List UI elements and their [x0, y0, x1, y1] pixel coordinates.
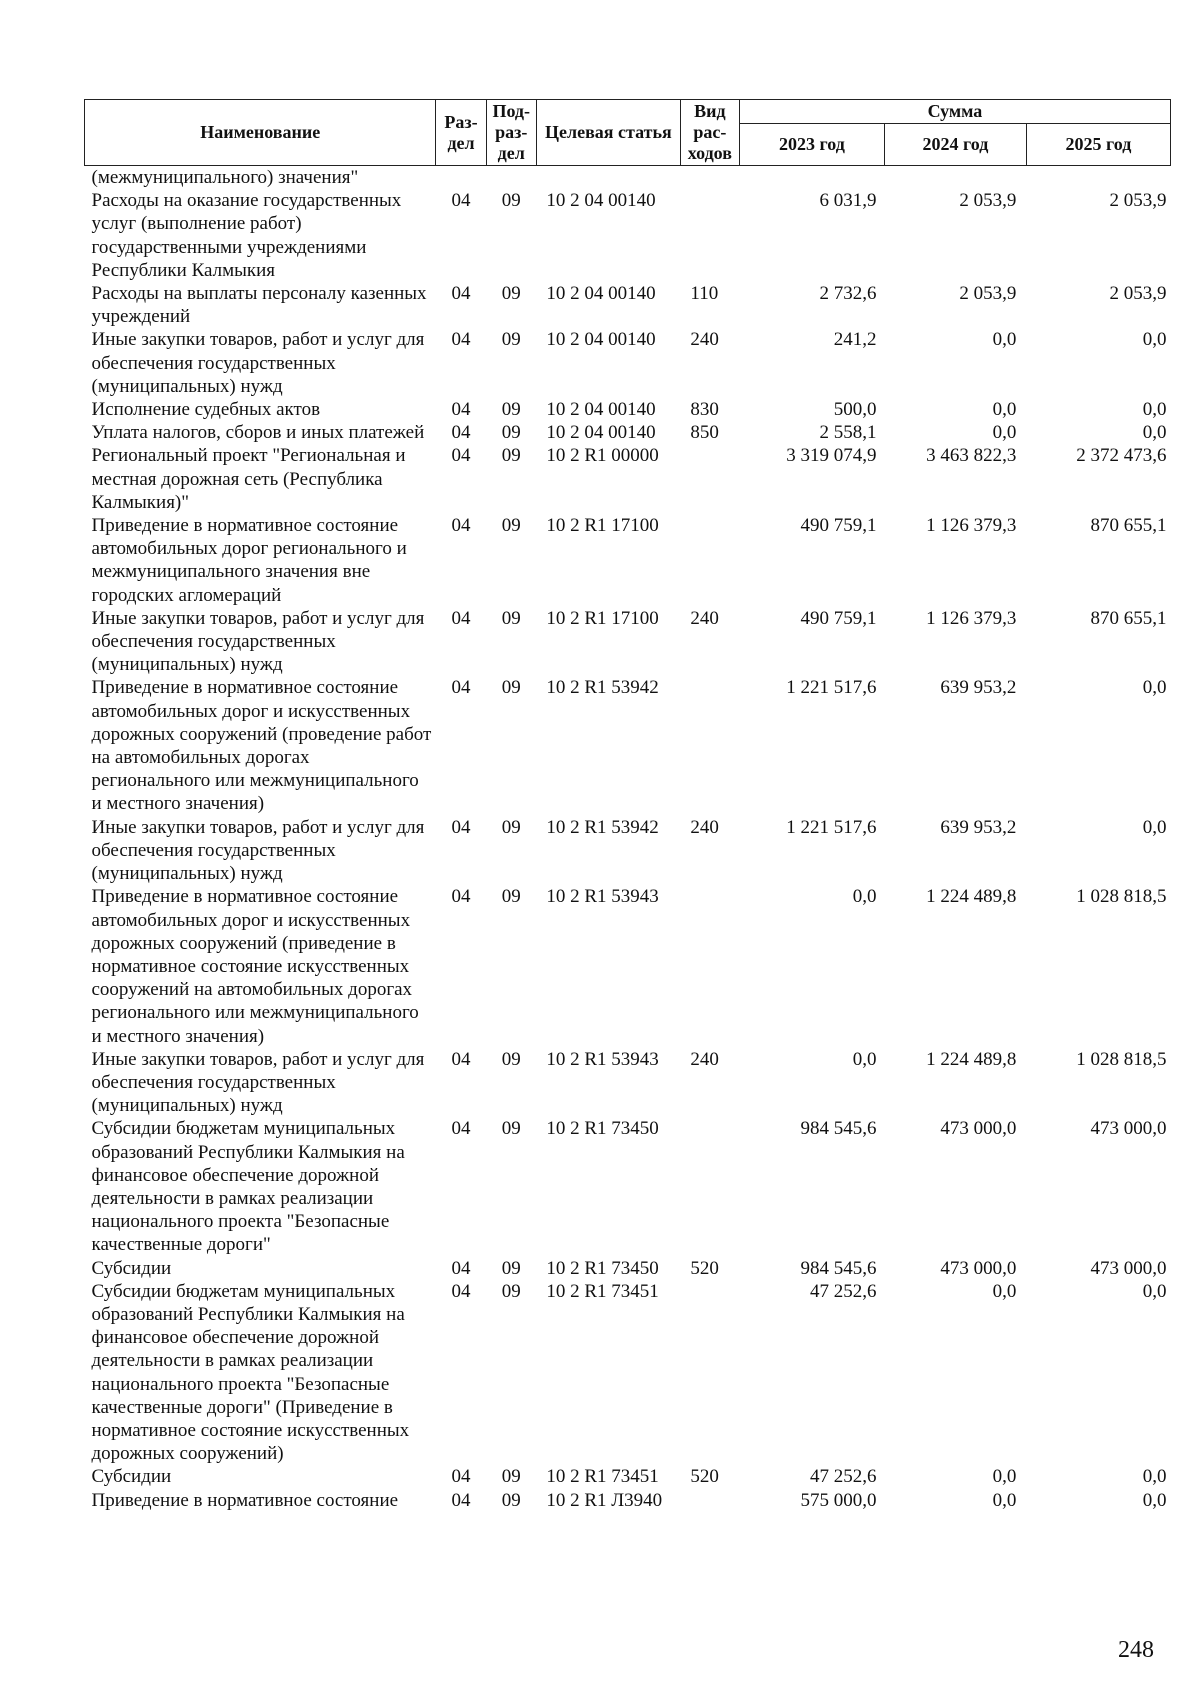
cell-target: 10 2 04 00140: [546, 190, 656, 212]
cell-name: Расходы на выплаты персоналу казенных учреждений: [91, 283, 427, 328]
cell-name: Приведение в нормативное состояние автомобильных дорог и искусственных дорожных сооружений (проведение работ на автомобильных дорогах регионального или межмуниципального и местного значения): [91, 677, 432, 815]
table-row: [85, 1117, 1171, 1256]
header-podrazdel: Под-раз-дел: [486, 100, 536, 166]
cell-podrazdel: 09: [501, 329, 521, 351]
cell-podrazdel: 09: [501, 190, 521, 212]
cell-podrazdel: 09: [501, 283, 521, 305]
table-header: [85, 100, 1171, 166]
cell-y2023: 0,0: [852, 886, 877, 908]
cell-y2023: 241,2: [833, 329, 877, 351]
cell-razdel: 04: [451, 677, 471, 699]
cell-y2023: 490 759,1: [800, 515, 877, 537]
cell-podrazdel: 09: [501, 1489, 521, 1511]
cell-razdel: 04: [451, 422, 471, 444]
header-name: Наименование: [85, 100, 436, 166]
cell-vid: 240: [690, 816, 719, 838]
table-row: [85, 1280, 1171, 1466]
cell-target: 10 2 R1 53942: [546, 677, 659, 699]
cell-razdel: 04: [451, 1118, 471, 1140]
cell-y2023: 6 031,9: [819, 190, 877, 212]
cell-vid: [680, 885, 739, 1047]
cell-y2025: 870 655,1: [1090, 515, 1167, 537]
cell-y2025: 0,0: [1142, 1280, 1167, 1302]
budget-table: [84, 99, 1171, 1512]
header-2023: 2023 год: [739, 124, 884, 166]
cell-podrazdel: 09: [501, 1118, 521, 1140]
cell-y2023: 500,0: [833, 399, 877, 421]
cell-y2024: 639 953,2: [940, 816, 1017, 838]
cell-y2025: 870 655,1: [1090, 607, 1167, 629]
cell-name: Исполнение судебных актов: [91, 399, 321, 421]
table-row: [85, 282, 1171, 328]
cell-y2023: 984 545,6: [800, 1257, 877, 1279]
cell-y2024: 0,0: [992, 329, 1017, 351]
cell-y2024: 1 126 379,3: [926, 515, 1017, 537]
table-row: [85, 444, 1171, 514]
cell-razdel: [436, 166, 486, 190]
cell-vid: [680, 676, 739, 815]
cell-name: Субсидии бюджетам муниципальных образований Республики Калмыкия на финансовое обеспечение дорожной деятельности в рамках реализации национального проекта "Безопасные качественные дороги": [91, 1118, 405, 1256]
cell-podrazdel: 09: [501, 445, 521, 467]
cell-name: Субсидии бюджетам муниципальных образований Республики Калмыкия на финансовое обеспечение дорожной деятельности в рамках реализации национального проекта "Безопасные качественные дороги" (Приведение в нормативное состояние искусственных дорожных сооружений): [91, 1280, 410, 1465]
cell-podrazdel: 09: [501, 1257, 521, 1279]
cell-y2023: 2 732,6: [819, 283, 877, 305]
cell-vid: [680, 166, 739, 190]
header-vid: Вид рас-ходов: [680, 100, 739, 166]
cell-razdel: 04: [451, 445, 471, 467]
cell-y2025: 0,0: [1142, 1489, 1167, 1511]
table-row: [85, 1257, 1171, 1280]
cell-vid: 240: [690, 607, 719, 629]
cell-y2025: 1 028 818,5: [1076, 886, 1167, 908]
cell-razdel: 04: [451, 816, 471, 838]
table-row: [85, 607, 1171, 677]
cell-name: Субсидии: [91, 1257, 172, 1279]
cell-vid: [680, 1280, 739, 1466]
cell-razdel: 04: [451, 1280, 471, 1302]
budget-table-page: [84, 99, 1171, 1512]
cell-name: Приведение в нормативное состояние: [91, 1489, 399, 1511]
cell-vid: [680, 1489, 739, 1512]
header-target: Целевая статья: [536, 100, 680, 166]
table-row: [85, 514, 1171, 607]
cell-vid: [680, 514, 739, 607]
cell-target: [536, 166, 680, 190]
cell-podrazdel: 09: [501, 1048, 521, 1070]
cell-y2025: 1 028 818,5: [1076, 1048, 1167, 1070]
cell-y2024: 2 053,9: [959, 190, 1017, 212]
cell-name: Иные закупки товаров, работ и услуг для обеспечения государственных (муниципальных) нужд: [91, 329, 425, 397]
cell-y2023: 984 545,6: [800, 1118, 877, 1140]
cell-name: (межмуниципального) значения": [91, 167, 359, 188]
table-row: [85, 166, 1171, 190]
table-body: [85, 166, 1171, 1512]
cell-vid: 110: [690, 283, 719, 305]
header-summa: Сумма: [739, 100, 1170, 124]
cell-y2025: 2 053,9: [1109, 283, 1167, 305]
table-row: [85, 1489, 1171, 1512]
cell-y2024: 0,0: [992, 1489, 1017, 1511]
cell-podrazdel: 09: [501, 677, 521, 699]
cell-name: Иные закупки товаров, работ и услуг для обеспечения государственных (муниципальных) нужд: [91, 816, 425, 885]
cell-y2023: 1 221 517,6: [786, 816, 877, 838]
cell-name: Субсидии: [91, 1466, 172, 1488]
cell-target: 10 2 R1 17100: [546, 515, 659, 537]
cell-vid: 520: [690, 1257, 719, 1279]
cell-target: 10 2 R1 73451: [546, 1466, 659, 1488]
cell-razdel: 04: [451, 1466, 471, 1488]
cell-vid: 850: [690, 422, 719, 444]
cell-vid: [680, 1117, 739, 1256]
header-razdel: Раз-дел: [436, 100, 486, 166]
table-row: [85, 328, 1171, 398]
table-row: [85, 1465, 1171, 1488]
table-row: [85, 816, 1171, 886]
cell-y2023: 2 558,1: [819, 422, 877, 444]
cell-y2025: 0,0: [1142, 399, 1167, 421]
cell-target: 10 2 R1 73450: [546, 1257, 659, 1279]
cell-podrazdel: 09: [501, 1280, 521, 1302]
cell-target: 10 2 04 00140: [546, 399, 656, 421]
header-2025: 2025 год: [1026, 124, 1170, 166]
cell-y2023: 47 252,6: [810, 1280, 877, 1302]
cell-target: 10 2 04 00140: [546, 283, 656, 305]
cell-y2024: 0,0: [992, 422, 1017, 444]
cell-y2024: 0,0: [992, 399, 1017, 421]
cell-podrazdel: 09: [501, 399, 521, 421]
cell-y2025: 0,0: [1142, 816, 1167, 838]
cell-y2023: 1 221 517,6: [786, 677, 877, 699]
cell-target: 10 2 04 00140: [546, 329, 656, 351]
cell-y2025: 0,0: [1142, 329, 1167, 351]
cell-razdel: 04: [451, 886, 471, 908]
cell-target: 10 2 R1 73450: [546, 1118, 659, 1140]
cell-podrazdel: 09: [501, 1466, 521, 1488]
cell-y2025: 0,0: [1142, 422, 1167, 444]
cell-target: 10 2 R1 73451: [546, 1280, 659, 1302]
cell-target: 10 2 R1 17100: [546, 607, 659, 629]
cell-name: Приведение в нормативное состояние автомобильных дорог и искусственных дорожных сооружений (приведение в нормативное состояние искусственных сооружений на автомобильных дорогах регионального или межмуниципального и местного значения): [91, 886, 419, 1047]
cell-razdel: 04: [451, 607, 471, 629]
cell-podrazdel: 09: [501, 607, 521, 629]
cell-podrazdel: 09: [501, 816, 521, 838]
cell-target: 10 2 R1 53943: [546, 886, 659, 908]
cell-y2024: 1 224 489,8: [926, 886, 1017, 908]
cell-razdel: 04: [451, 1048, 471, 1070]
cell-vid: 240: [690, 1048, 719, 1070]
cell-y2023: 47 252,6: [810, 1466, 877, 1488]
header-2024: 2024 год: [885, 124, 1027, 166]
cell-razdel: 04: [451, 329, 471, 351]
cell-vid: [680, 189, 739, 282]
cell-y2024: 0,0: [992, 1280, 1017, 1302]
cell-vid: 520: [690, 1466, 719, 1488]
cell-razdel: 04: [451, 399, 471, 421]
cell-razdel: 04: [451, 1257, 471, 1279]
table-row: [85, 398, 1171, 421]
table-row: [85, 676, 1171, 815]
cell-name: Иные закупки товаров, работ и услуг для обеспечения государственных (муниципальных) нужд: [91, 607, 425, 676]
table-row: [85, 885, 1171, 1047]
cell-y2024: 1 224 489,8: [926, 1048, 1017, 1070]
cell-y2025: 2 372 473,6: [1076, 445, 1167, 467]
cell-target: 10 2 R1 53943: [546, 1048, 659, 1070]
cell-y2023: 3 319 074,9: [786, 445, 877, 467]
cell-y2023: [739, 166, 884, 190]
cell-razdel: 04: [451, 283, 471, 305]
cell-y2024: 473 000,0: [940, 1118, 1017, 1140]
cell-name: Расходы на оказание государственных услуг (выполнение работ) государственными учреждениями Республики Калмыкия: [91, 190, 402, 281]
table-row: [85, 189, 1171, 282]
cell-target: 10 2 R1 Л3940: [546, 1489, 663, 1511]
cell-vid: [680, 444, 739, 514]
cell-target: 10 2 R1 53942: [546, 816, 659, 838]
cell-vid: 830: [690, 399, 719, 421]
cell-y2025: 473 000,0: [1090, 1257, 1167, 1279]
cell-podrazdel: [486, 166, 536, 190]
cell-y2024: 0,0: [992, 1466, 1017, 1488]
cell-y2025: 473 000,0: [1090, 1118, 1167, 1140]
cell-y2023: 490 759,1: [800, 607, 877, 629]
cell-y2025: 2 053,9: [1109, 190, 1167, 212]
page-number: 248: [1118, 1637, 1154, 1663]
cell-y2025: [1026, 166, 1170, 190]
cell-y2024: 1 126 379,3: [926, 607, 1017, 629]
cell-vid: 240: [690, 329, 719, 351]
table-row: [85, 1048, 1171, 1118]
cell-name: Иные закупки товаров, работ и услуг для обеспечения государственных (муниципальных) нужд: [91, 1048, 425, 1117]
cell-name: Уплата налогов, сборов и иных платежей: [91, 422, 425, 444]
cell-y2025: 0,0: [1142, 677, 1167, 699]
cell-y2024: 2 053,9: [959, 283, 1017, 305]
cell-razdel: 04: [451, 1489, 471, 1511]
cell-name: Приведение в нормативное состояние автомобильных дорог регионального и межмуниципального значения вне городских агломераций: [91, 515, 407, 606]
cell-y2023: 0,0: [852, 1048, 877, 1070]
cell-podrazdel: 09: [501, 515, 521, 537]
cell-podrazdel: 09: [501, 886, 521, 908]
cell-target: 10 2 04 00140: [546, 422, 656, 444]
cell-razdel: 04: [451, 190, 471, 212]
cell-y2025: 0,0: [1142, 1466, 1167, 1488]
cell-y2024: [885, 166, 1027, 190]
cell-name: Региональный проект "Региональная и местная дорожная сеть (Республика Калмыкия)": [91, 445, 406, 513]
cell-y2024: 639 953,2: [940, 677, 1017, 699]
cell-y2023: 575 000,0: [800, 1489, 877, 1511]
cell-podrazdel: 09: [501, 422, 521, 444]
cell-target: 10 2 R1 00000: [546, 445, 659, 467]
cell-y2024: 473 000,0: [940, 1257, 1017, 1279]
cell-y2024: 3 463 822,3: [926, 445, 1017, 467]
table-row: [85, 421, 1171, 444]
cell-razdel: 04: [451, 515, 471, 537]
